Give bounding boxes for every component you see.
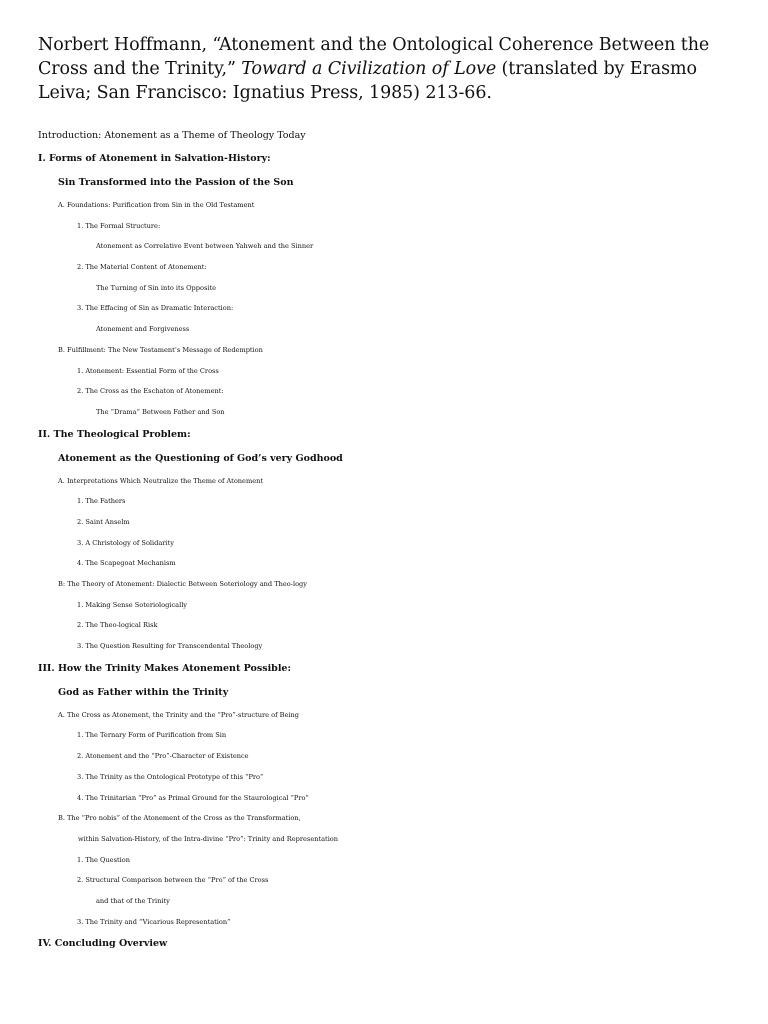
section-3b-item-3: 3. The Trinity and “Vicarious Representation” [77, 917, 231, 926]
section-3a-item-4: 4. The Trinitarian “Pro” as Primal Ground for the Staurological “Pro” [77, 793, 309, 802]
section-1-subheading: Sin Transformed into the Passion of the Son [58, 177, 294, 188]
section-1a-item-3-continued: Atonement and Forgiveness [96, 325, 190, 334]
section-1b-title: B. Fulfillment: The New Testament’s Message of Redemption [58, 345, 263, 354]
section-3a-item-2: 2. Atonement and the “Pro”-Character of Existence [77, 752, 249, 761]
section-2a-item-4: 4. The Scapegoat Mechanism [77, 559, 176, 568]
section-3a-item-3: 3. The Trinity as the Ontological Prototype of this “Pro” [77, 772, 264, 781]
section-1b-item-2-continued: The “Drama” Between Father and Son [96, 407, 225, 416]
section-1-heading: I. Forms of Atonement in Salvation-History: [38, 153, 271, 164]
citation-publication: (translated by Erasmo Leiva; San Francisco: Ignatius Press, 1985) 213-66. [38, 59, 697, 103]
section-3a-title: A. The Cross as Atonement, the Trinity and the “Pro”-structure of Being [58, 710, 299, 719]
citation-author: Norbert Hoffmann, [38, 35, 207, 55]
section-1a-item-2: 2. The Material Content of Atonement: [77, 263, 207, 272]
section-2-heading: II. The Theological Problem: [38, 428, 191, 440]
section-1b-item-2: 2. The Cross as the Eschaton of Atonement: [77, 387, 224, 396]
citation-book-title: Toward a Civilization of Love [241, 59, 497, 79]
section-2a-item-1: 1. The Fathers [77, 497, 126, 506]
section-2b-title: B: The Theory of Atonement: Dialectic Between Soteriology and Theo-logy [58, 580, 308, 588]
section-1a-title: A. Foundations: Purification from Sin in the Old Testament [58, 201, 255, 209]
section-3b-title-continued: within Salvation-History, of the Intra-divine “Pro”: Trinity and Representation [78, 834, 339, 843]
section-1a-item-1-continued: Atonement as Correlative Event between Yahweh and the Sinner [96, 242, 314, 251]
section-1a-item-3: 3. The Effacing of Sin as Dramatic Interaction: [77, 304, 234, 313]
section-2b-item-1: 1. Making Sense Soteriologically [77, 600, 188, 609]
section-2a-item-3: 3. A Christology of Solidarity [77, 538, 174, 547]
section-3a-item-1: 1. The Ternary Form of Purification from Sin [77, 731, 227, 740]
table-of-contents [0, 124, 768, 956]
section-3-heading: III. How the Trinity Makes Atonement Possible: [38, 662, 291, 674]
section-2b-item-2: 2. The Theo-logical Risk [77, 621, 158, 630]
bibliographic-citation [38, 33, 738, 105]
section-1b-item-1: 1. Atonement: Essential Form of the Cross [77, 366, 219, 375]
citation-article-title: “Atonement and the Ontological Coherence Between the Cross and the Trinity,” [38, 35, 710, 79]
section-3b-title: B. The “Pro nobis” of the Atonement of the Cross as the Transformation, [58, 814, 301, 823]
section-3b-item-1: 1. The Question [77, 855, 130, 864]
intro-entry: Introduction: Atonement as a Theme of Theology Today [38, 130, 306, 141]
section-2b-item-3: 3. The Question Resulting for Transcendental Theology [77, 642, 263, 651]
section-2a-title: A. Interpretations Which Neutralize the Theme of Atonement [58, 476, 263, 485]
section-1a-item-2-continued: The Turning of Sin into its Opposite [96, 283, 217, 292]
section-2-subheading: Atonement as the Questioning of God’s very Godhood [58, 452, 343, 464]
section-2a-item-2: 2. Saint Anselm [77, 517, 130, 526]
section-1a-item-1: 1. The Formal Structure: [77, 221, 161, 230]
section-3b-item-2: 2. Structural Comparison between the “Pro” of the Cross [77, 876, 269, 885]
section-3-subheading: God as Father within the Trinity [58, 686, 229, 698]
section-4-heading: IV. Concluding Overview [38, 938, 168, 950]
section-3b-item-2-continued: and that of the Trinity [96, 896, 170, 905]
